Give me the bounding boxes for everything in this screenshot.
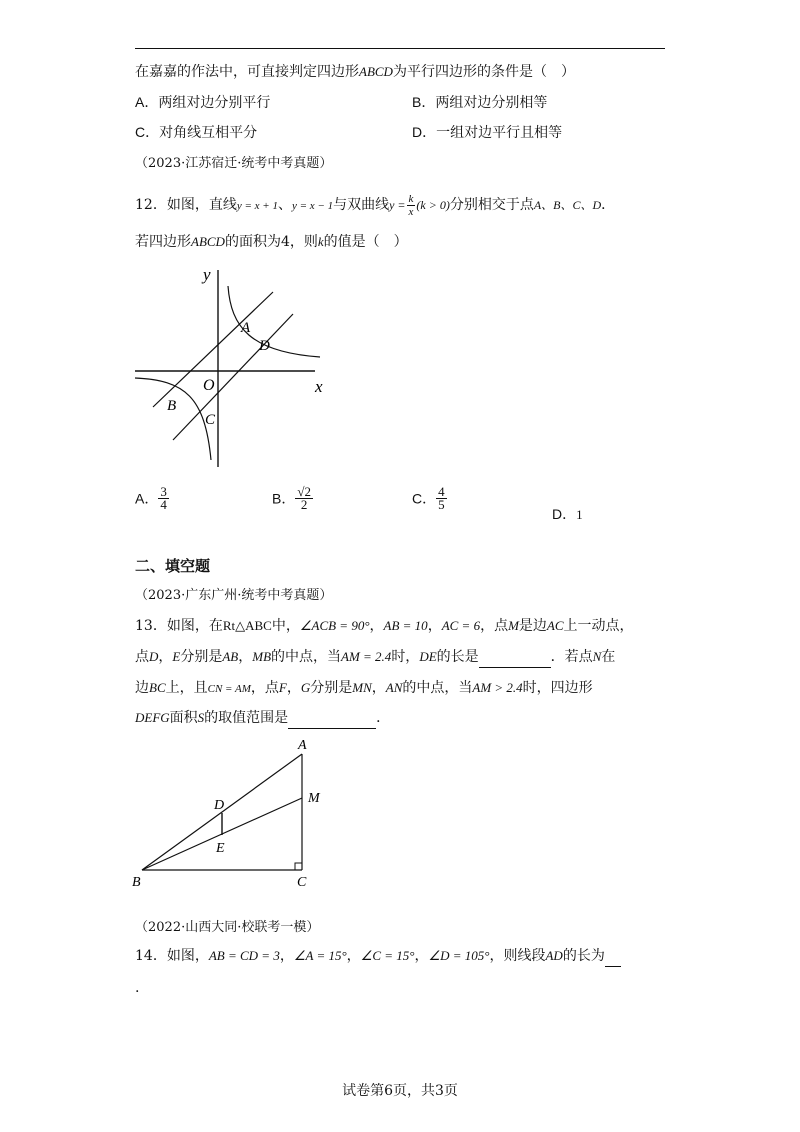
label-b: B — [132, 875, 141, 890]
label-m: M — [308, 791, 320, 806]
q14-source: （2022·山西大同·校联考一模） — [135, 920, 320, 935]
q13-stem-line3: 边BC上，且CN = AM，点F，G分别是MN，AN的中点，当AM > 2.4时，四边形 — [135, 680, 593, 696]
q12-stem-line2: 若四边形ABCD的面积为4，则k的值是（ ） — [135, 234, 408, 250]
q11-option-c[interactable]: C．对角线互相平分 — [135, 124, 258, 141]
q12-option-c[interactable]: C． $\frac{4}{5}$ — [412, 484, 445, 512]
q11-option-a[interactable]: A．两组对边分别平行 — [135, 94, 271, 111]
label-o: O — [203, 377, 215, 394]
label-b: B — [167, 398, 177, 414]
right-angle-mark — [295, 863, 302, 870]
label-a: A — [241, 320, 251, 336]
line-y-x-minus-1 — [173, 314, 293, 440]
q13-source: （2023·广东广州·统考中考真题） — [135, 588, 333, 603]
q13-stem-line2: 点D，E分别是AB，MB的中点，当AM = 2.4时，DE的长是 ．若点N在 — [135, 647, 615, 668]
answer-blank-ad[interactable] — [605, 946, 621, 967]
q12-stem-line1: 12．如图，直线y = x + 1、y = x − 1与双曲线y = $\frac{k}{x}$ (k > 0)分别相交于点A、B、C、D． — [135, 192, 616, 218]
q12-option-b[interactable]: B． $\frac{√2}{2}$ — [272, 484, 311, 512]
page-footer: 试卷第6页，共3页 — [342, 1083, 458, 1099]
label-x: x — [315, 377, 323, 396]
section-heading: 二、填空题 — [135, 557, 211, 575]
q11-option-d[interactable]: D．一组对边平行且相等 — [412, 124, 563, 141]
quad-abcd: ABCD — [359, 64, 393, 79]
q14-end-mark: . — [135, 980, 140, 996]
label-d: D — [214, 798, 225, 813]
q11-stem: 在嘉嘉的作法中，可直接判定四边形ABCD为平行四边形的条件是（ ） — [135, 64, 575, 80]
q12-source: （2023·江苏宿迁·统考中考真题） — [135, 156, 333, 171]
label-c: C — [205, 412, 216, 428]
q13-stem-line1: 13．如图，在Rt△ABC中，∠ACB = 90°，AB = 10，AC = 6，点M是边AC上一动点， — [135, 618, 634, 634]
label-y: y — [203, 265, 211, 284]
answer-blank-de[interactable] — [479, 647, 551, 668]
label-a: A — [298, 738, 307, 753]
hyperbola-branch-q3 — [135, 378, 211, 460]
q11-option-b[interactable]: B．两组对边分别相等 — [412, 94, 548, 111]
q12-option-a[interactable]: A． $\frac{3}{4}$ — [135, 484, 167, 512]
q13-figure — [128, 736, 328, 891]
q12-figure — [125, 262, 345, 472]
k-over-x-fraction: $\frac{k}{x}$ — [408, 192, 414, 218]
answer-blank-area[interactable] — [288, 708, 376, 729]
label-d: D — [259, 338, 270, 354]
label-e: E — [216, 841, 225, 856]
q12-option-d[interactable]: D．1 — [552, 506, 583, 522]
q14-stem: 14．如图，AB = CD = 3，∠A = 15°，∠C = 15°，∠D = 105°，则线段AD的长为 — [135, 946, 621, 967]
q13-stem-line4: DEFG面积S的取值范围是 ． — [135, 708, 390, 729]
label-c: C — [297, 875, 307, 890]
top-rule — [135, 48, 665, 49]
